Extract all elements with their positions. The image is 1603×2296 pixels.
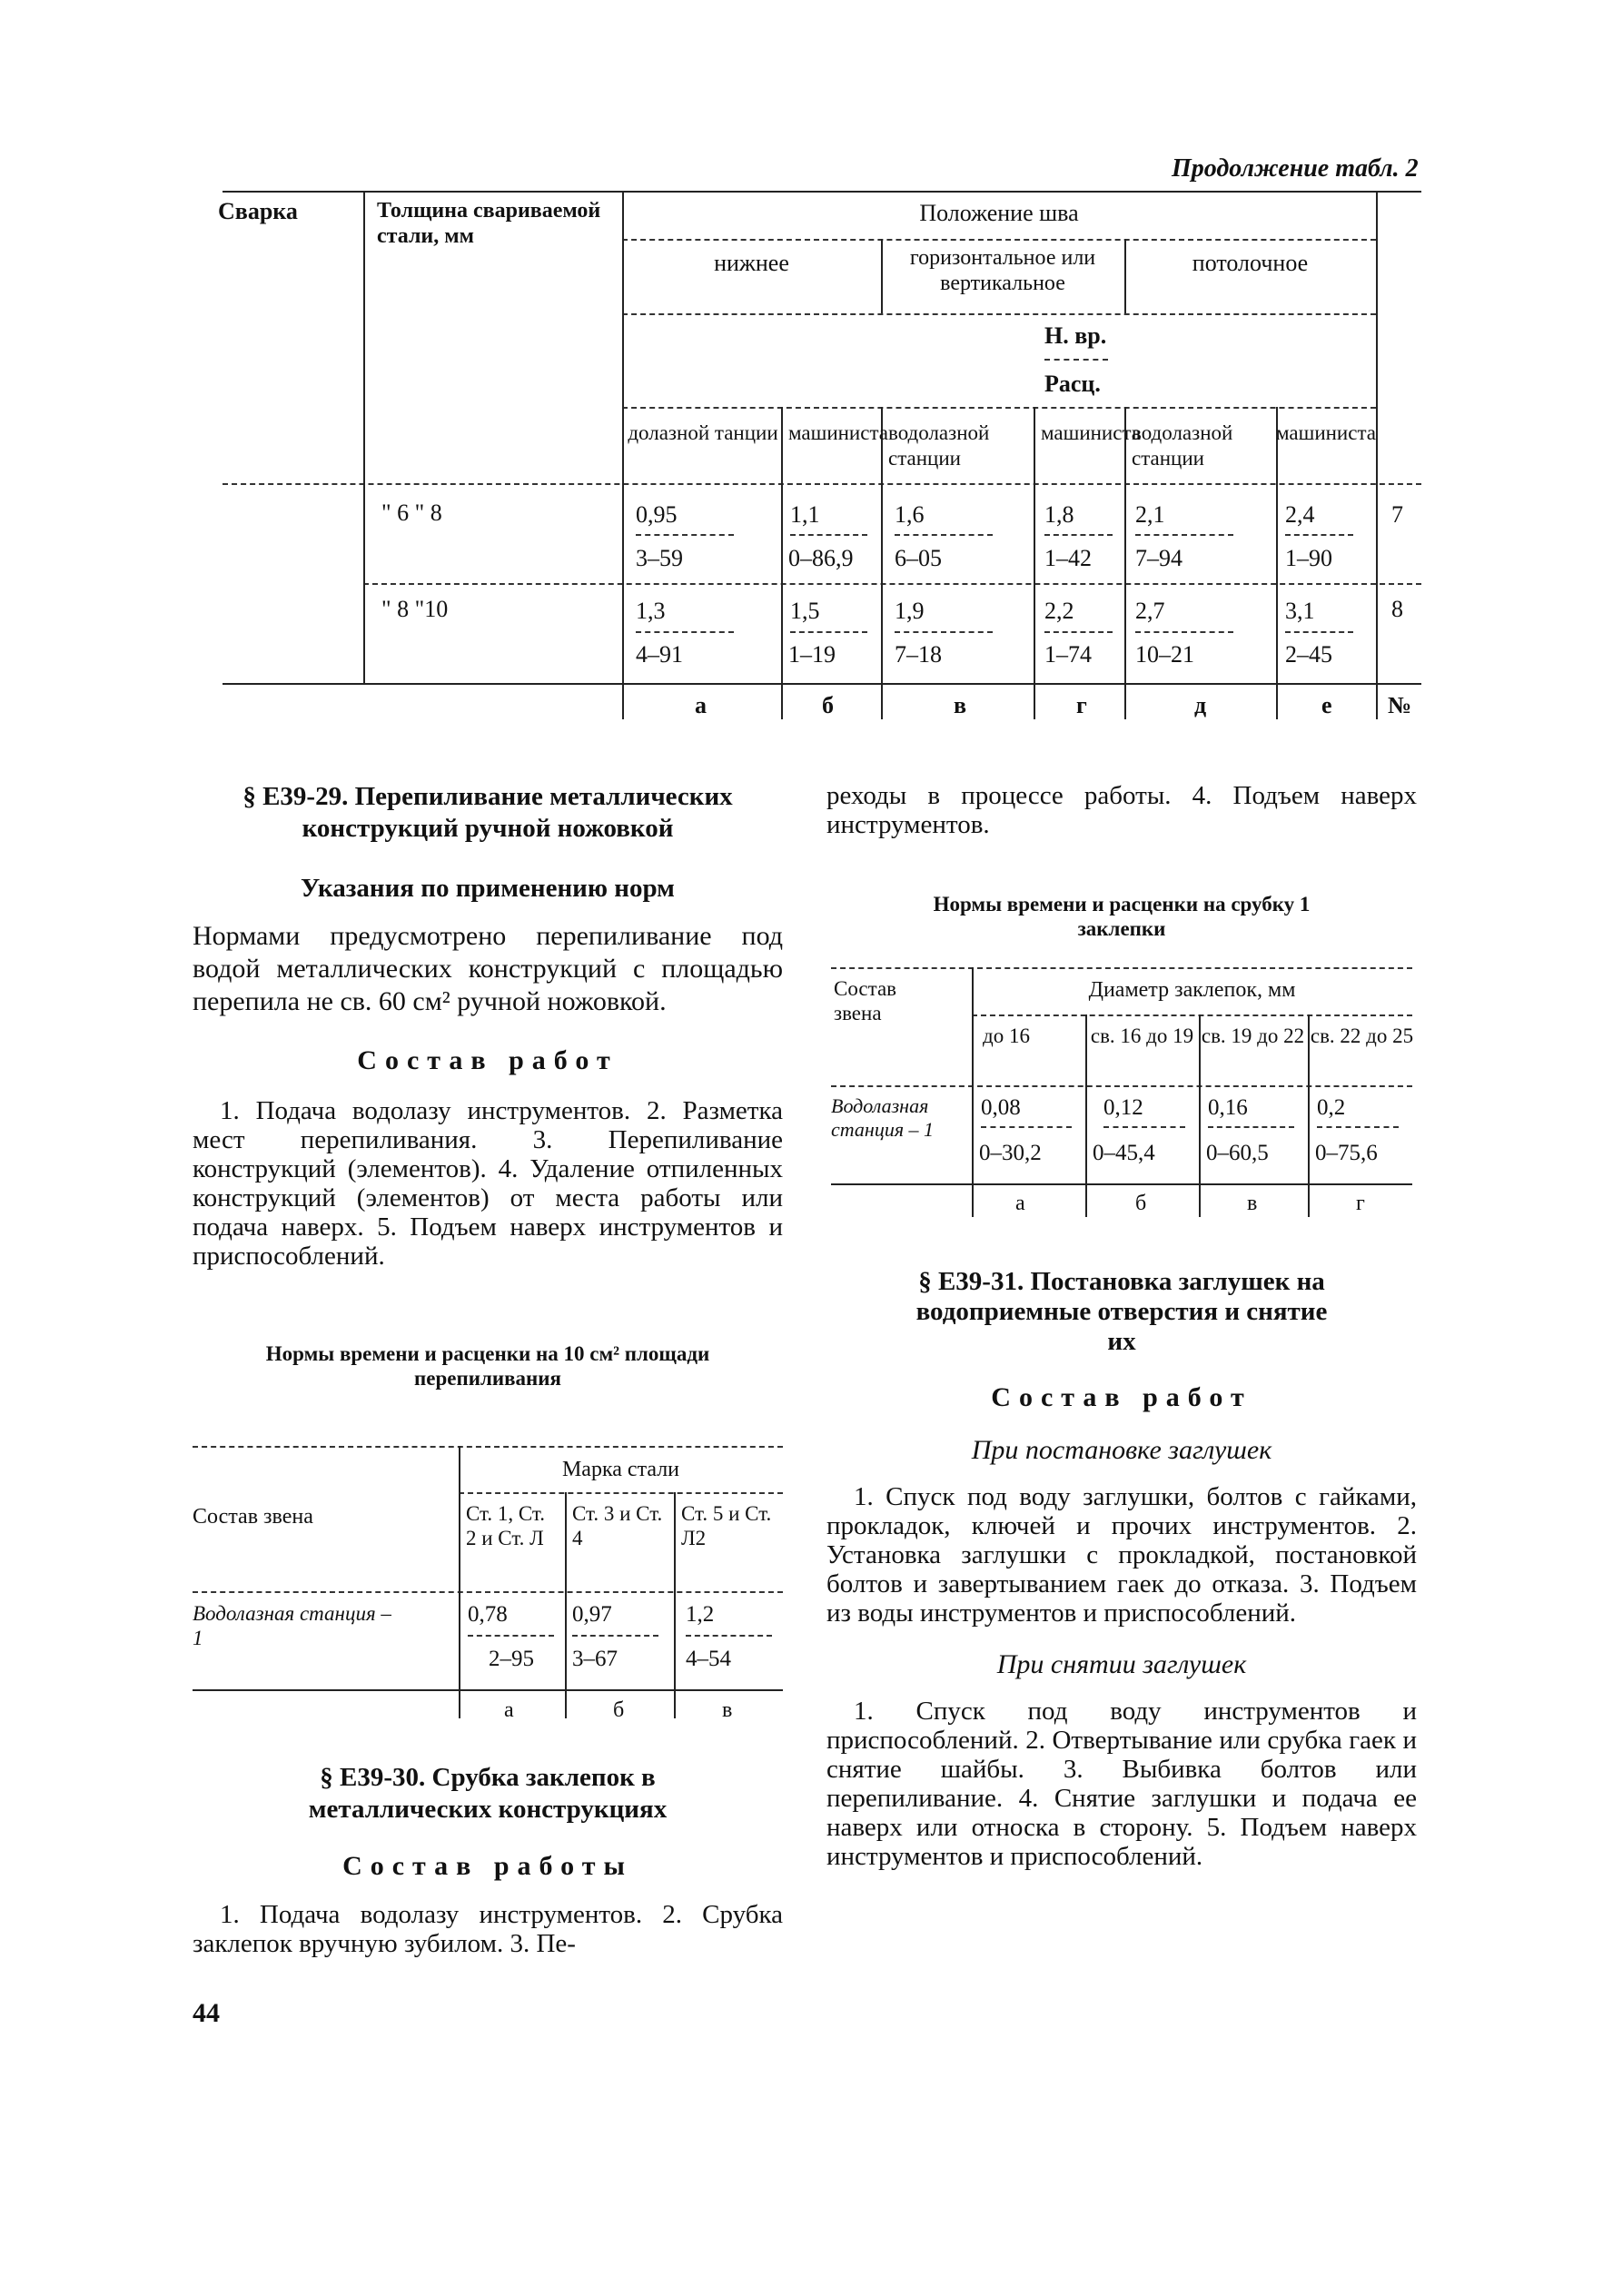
col-letter: в	[722, 1698, 733, 1722]
steel-grade: Ст. 5 и Ст. Л2	[681, 1502, 772, 1549]
sub-machinist-3: машиниста	[1276, 421, 1376, 444]
col-letter: в	[954, 692, 967, 718]
col-letter: б	[613, 1698, 625, 1722]
price-cell: 4–91	[636, 641, 683, 668]
instructions-heading: Указания по применению норм	[301, 874, 675, 903]
price-cell: 3–59	[636, 545, 683, 571]
num-sign: №	[1388, 692, 1412, 718]
norm-cell: 2,2	[1044, 598, 1074, 624]
instructions-text: Нормами предусмотрено перепиливание под водой металлических конструкций с площадью перепила не св. 60 см² ручной ножовкой.	[193, 921, 783, 1016]
col-steel: Марка стали	[561, 1458, 680, 1481]
e39-31-title: § Е39-31. Постановка заглушек на водоприемные отверстия и снятие их	[915, 1267, 1328, 1356]
price-cell: 1–42	[1044, 545, 1092, 571]
price-cell: 7–18	[895, 641, 942, 668]
price-cell: 0–60,5	[1206, 1141, 1269, 1165]
col-letter: а	[504, 1698, 514, 1722]
norm-cell: 1,1	[790, 501, 820, 528]
steel-grade: Ст. 1, Ст. 2 и Ст. Л	[466, 1502, 545, 1549]
norm-cell: 0,2	[1317, 1095, 1346, 1120]
price-cell: 1–74	[1044, 641, 1092, 668]
col-letter: б	[822, 692, 834, 718]
steel-grade: Ст. 3 и Ст. 4	[572, 1502, 663, 1549]
sub-diver-2: водолазной станции	[888, 421, 990, 470]
sub-diver-3: водолазной станции	[1132, 421, 1233, 470]
price-cell: 4–54	[686, 1647, 731, 1671]
norm-cell: 0,08	[981, 1095, 1021, 1120]
work-heading-2: Состав работы	[342, 1851, 633, 1881]
unit-bottom: Расц.	[1044, 371, 1101, 397]
diameter-range: до 16	[983, 1024, 1030, 1047]
sub-heading-install: При постановке заглушек	[971, 1435, 1272, 1465]
work-text-2: 1. Подача водолазу инструментов. 2. Срубка заклепок вручную зубилом. 3. Пе-	[193, 1900, 783, 1958]
right-column-bottom	[826, 1267, 1417, 1871]
continued-text: реходы в процессе работы. 4. Подъем наверх инструментов.	[826, 781, 1417, 839]
price-cell: 7–94	[1135, 545, 1182, 571]
price-cell: 0–75,6	[1315, 1141, 1378, 1165]
row-number: 7	[1391, 501, 1403, 528]
e39-30-title: § Е39-30. Срубка заклепок в металлических конструкциях	[308, 1763, 668, 1824]
norm-cell: 1,9	[895, 598, 925, 624]
norm-cell: 2,1	[1135, 501, 1165, 528]
norm-cell: 2,4	[1285, 501, 1315, 528]
pos-lower: нижнее	[714, 250, 789, 276]
right-column	[826, 781, 1417, 941]
price-cell: 0–45,4	[1093, 1141, 1155, 1165]
diameter-range: св. 16 до 19	[1090, 1024, 1194, 1047]
norm-cell: 3,1	[1285, 598, 1315, 624]
table-title-sawing: Нормы времени и расценки на 10 см² площади перепиливания	[265, 1342, 710, 1390]
sub-heading-remove: При снятии заглушек	[996, 1649, 1247, 1679]
work-heading-3: Состав работ	[991, 1382, 1252, 1412]
norm-cell: 0,95	[636, 501, 678, 528]
norm-cell: 0,16	[1208, 1095, 1248, 1120]
norm-cell: 0,97	[572, 1602, 612, 1627]
header-svarka: Сварка	[218, 198, 298, 224]
work-heading: Состав работ	[357, 1045, 618, 1075]
price-cell: 0–30,2	[979, 1141, 1042, 1165]
norm-cell: 1,5	[790, 598, 820, 624]
row-number: 8	[1391, 596, 1403, 622]
norm-cell: 0,78	[468, 1602, 508, 1627]
row-label-diver: Водолазная станция – 1	[831, 1094, 935, 1141]
diameter-range: св. 22 до 25	[1310, 1024, 1414, 1047]
row-label: " 6 " 8	[381, 500, 442, 526]
col-letter: а	[695, 692, 707, 718]
row-label: " 8 "10	[381, 596, 449, 622]
left-column-bottom	[193, 1762, 783, 1958]
table-title-rivets: Нормы времени и расценки на срубку 1 заклепки	[933, 893, 1311, 940]
diameter-range: св. 19 до 22	[1201, 1024, 1305, 1047]
sub-diver-1: долазной танции	[628, 421, 778, 444]
sub-machinist-2: машиниста	[1041, 421, 1141, 444]
price-cell: 1–90	[1285, 545, 1332, 571]
norm-cell: 2,7	[1135, 598, 1165, 624]
col-letter: б	[1135, 1192, 1147, 1215]
col-crew: Состав звена	[834, 977, 897, 1024]
row-label-diver: Водолазная станция – 1	[193, 1602, 391, 1649]
col-letter: в	[1247, 1192, 1258, 1215]
header-position: Положение шва	[919, 200, 1079, 226]
price-cell: 10–21	[1135, 641, 1194, 668]
col-letter: а	[1015, 1192, 1025, 1215]
price-cell: 0–86,9	[788, 545, 854, 571]
norm-cell: 1,6	[895, 501, 925, 528]
col-letter: г	[1356, 1192, 1365, 1215]
unit-top: Н. вр.	[1044, 322, 1107, 349]
price-cell: 2–45	[1285, 641, 1332, 668]
col-diameter: Диаметр заклепок, мм	[1088, 978, 1296, 1002]
col-letter: е	[1321, 692, 1332, 718]
work-text: 1. Подача водолазу инструментов. 2. Разметка мест перепиливания. 3. Перепиливание конструкций (элементов). 4. Удаление отпиленных конструкций (элементов) от места работы или подача наверх. 5. Подъем наверх инструментов и приспособлений.	[193, 1096, 783, 1271]
remove-text: 1. Спуск под воду инструментов и приспособлений. 2. Отвертывание или срубка гаек и снятие шайбы. 3. Выбивка болтов или перепиливание. 4. Снятие заглушки и подача ее наверх или относка в сторону. 5. Подъем наверх инструментов и приспособлений.	[826, 1697, 1417, 1871]
price-cell: 2–95	[489, 1647, 534, 1671]
header-thickness: Толщина свариваемой стали, мм	[377, 199, 601, 248]
norm-cell: 1,2	[686, 1602, 715, 1627]
page-number: 44	[193, 1998, 220, 2028]
price-cell: 3–67	[572, 1647, 618, 1671]
pos-ceiling: потолочное	[1192, 250, 1309, 276]
install-text: 1. Спуск под воду заглушки, болтов с гайками, прокладок, ключей и прочих инструментов. 2. Установка заглушки с прокладкой, постановкой болтов и завертыванием гаек до отказа. 3. Подъем из воды инструментов и приспособлений.	[826, 1482, 1417, 1628]
norm-cell: 1,3	[636, 598, 666, 624]
e39-29-title: § Е39-29. Перепиливание металлических конструкций ручной ножовкой	[242, 782, 733, 843]
pos-horizontal: горизонтальное или вертикальное	[909, 246, 1096, 295]
price-cell: 6–05	[895, 545, 942, 571]
norm-cell: 1,8	[1044, 501, 1074, 528]
price-cell: 1–19	[788, 641, 836, 668]
continuation-label: Продолжение табл. 2	[1172, 154, 1419, 183]
col-letter: г	[1076, 692, 1087, 718]
col-crew: Состав звена	[193, 1505, 313, 1529]
left-column	[193, 781, 783, 1390]
col-letter: д	[1194, 692, 1207, 718]
sub-machinist-1: машиниста	[788, 421, 888, 444]
norm-cell: 0,12	[1103, 1095, 1143, 1120]
